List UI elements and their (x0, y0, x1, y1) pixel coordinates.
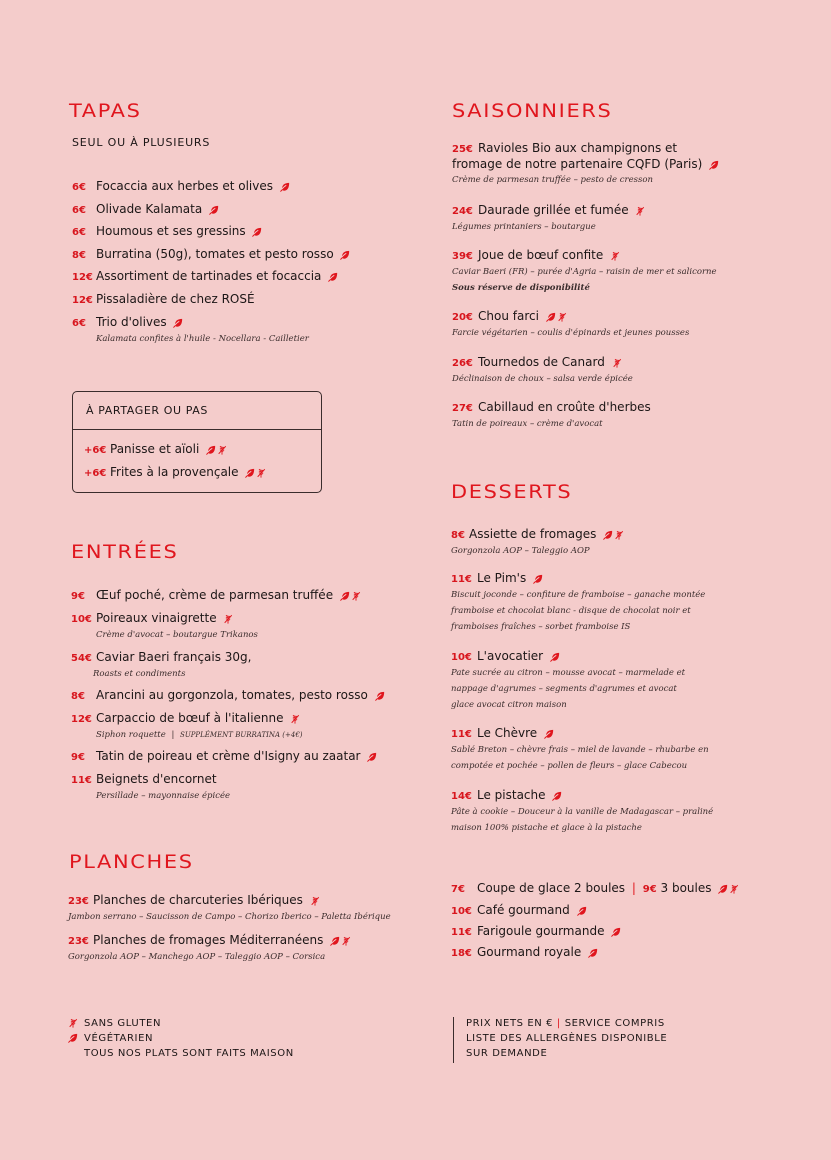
planches-section (69, 851, 194, 873)
item-price: 11€ (71, 775, 92, 786)
item-name: Tatin de poireau et crème d'Isigny au zaatar (96, 749, 361, 763)
wheat-crossed-icon (351, 591, 361, 601)
separator: | (556, 1018, 561, 1029)
leaf-icon (550, 652, 560, 662)
item-name: Ravioles Bio aux champignons et (478, 141, 678, 155)
wheat-crossed-icon (256, 468, 266, 478)
item-description: Gorgonzola AOP – Manchego AOP – Taleggio AOP – Corsica (68, 952, 326, 962)
leaf-icon (280, 182, 290, 192)
menu-item (452, 355, 633, 387)
wheat-crossed-icon (310, 896, 320, 906)
supplement-text: SUPPLÉMENT BURRATINA (+4€) (180, 731, 303, 739)
menu-item (71, 711, 303, 743)
menu-item (71, 749, 377, 765)
legend-gluten-label: SANS GLUTEN (84, 1018, 162, 1029)
leaf-icon (328, 272, 338, 282)
item-name: Olivade Kalamata (96, 202, 203, 216)
legend-veg (68, 1031, 294, 1046)
menu-item (68, 893, 391, 925)
menu-item (71, 588, 361, 604)
menu-item (452, 309, 689, 341)
item-name: Pissaladière de chez ROSÉ (96, 292, 255, 306)
item-price: 8€ (451, 530, 465, 541)
item-description: Tatin de poireaux – crème d'avocat (452, 419, 603, 429)
menu-item (451, 903, 587, 919)
item-name: Houmous et ses gressins (96, 224, 246, 238)
item-price: 9€ (71, 752, 85, 763)
sharing-title: À PARTAGER OU PAS (73, 392, 321, 430)
menu-item (68, 933, 351, 965)
item-price: 11€ (451, 729, 472, 740)
item-availability-note: Sous réserve de disponibilité (452, 283, 590, 293)
menu-item (72, 202, 219, 218)
item-price: 10€ (451, 652, 472, 663)
item-description: Persillade – mayonnaise épicée (96, 791, 231, 801)
menu-item (72, 224, 262, 240)
menu-item (452, 203, 645, 235)
leaf-icon (330, 936, 340, 946)
item-description: Caviar Baeri (FR) – purée d'Agria – raisin de mer et salicorne (452, 267, 717, 277)
item-name: Arancini au gorgonzola, tomates, pesto rosso (96, 688, 368, 702)
leaf-icon (252, 227, 262, 237)
item-name: Tournedos de Canard (478, 355, 605, 369)
item-price: 10€ (451, 906, 472, 917)
item-name: Assiette de fromages (469, 527, 597, 541)
leaf-icon (375, 691, 385, 701)
item-price: 6€ (72, 318, 86, 329)
item-name: Cabillaud en croûte d'herbes (478, 400, 651, 414)
wheat-crossed-icon (557, 312, 567, 322)
item-price: 12€ (72, 295, 93, 306)
wheat-crossed-icon (612, 358, 622, 368)
planches-title: PLANCHES (69, 851, 194, 873)
menu-item (72, 179, 290, 195)
item-name: Daurade grillée et fumée (478, 203, 629, 217)
tapas-subtitle: SEUL OU À PLUSIEURS (72, 136, 211, 149)
item-price: 9€ (71, 591, 85, 602)
item-name: Assortiment de tartinades et focaccia (96, 269, 322, 283)
leaf-icon (206, 445, 216, 455)
item-name: Café gourmand (477, 903, 570, 917)
item-name-2: 3 boules (660, 881, 712, 895)
entrees-title: ENTRÉES (71, 541, 179, 563)
item-description: Farcie végétarien – coulis d'épinards et jeunes pousses (452, 328, 690, 338)
separator: | (171, 730, 175, 740)
item-description-line2: maison 100% pistache et glace à la pistache (451, 823, 642, 833)
item-description: Gorgonzola AOP – Taleggio AOP (451, 546, 590, 556)
item-description-line2: framboise et chocolat blanc - disque de chocolat noir et (451, 606, 691, 616)
item-price: 54€ (71, 653, 92, 664)
item-name: Coupe de glace 2 boules (477, 881, 626, 895)
menu-item (84, 442, 227, 458)
item-price: 10€ (71, 614, 92, 625)
item-name: Trio d'olives (96, 315, 167, 329)
separator: | (631, 881, 636, 895)
item-price: 8€ (72, 250, 86, 261)
menu-item (451, 924, 621, 940)
info-service: SERVICE COMPRIS (564, 1018, 665, 1029)
menu-item (451, 881, 739, 897)
item-name: Frites à la provençale (110, 465, 239, 479)
item-price: 27€ (452, 403, 473, 414)
item-price: 6€ (72, 227, 86, 238)
leaf-icon (340, 250, 350, 260)
menu-item (72, 315, 309, 347)
item-price: +6€ (84, 445, 107, 456)
item-name: Carpaccio de bœuf à l'italienne (96, 711, 284, 725)
item-price: 14€ (451, 791, 472, 802)
wheat-crossed-icon (729, 884, 739, 894)
item-price: 20€ (452, 312, 473, 323)
leaf-icon (173, 318, 183, 328)
item-price: 12€ (71, 714, 92, 725)
leaf-icon (709, 160, 719, 170)
menu-item (451, 788, 713, 836)
item-price: 8€ (71, 691, 85, 702)
item-description: Kalamata confites à l'huile - Nocellara - Cailletier (96, 334, 309, 344)
menu-item (451, 945, 598, 961)
item-price: 23€ (68, 896, 89, 907)
item-description: Crème d'avocat – boutargue Trikanos (96, 630, 258, 640)
legend-gluten (68, 1016, 294, 1031)
info-line-2: LISTE DES ALLERGÈNES DISPONIBLE (466, 1033, 668, 1044)
desserts-title: DESSERTS (451, 481, 573, 503)
menu-item (451, 571, 705, 635)
tapas-title: TAPAS (69, 100, 142, 122)
item-description: Pate sucrée au citron – mousse avocat – marmelade et (451, 668, 686, 678)
menu-item (72, 269, 338, 285)
item-price: 12€ (72, 272, 93, 283)
item-name: Planches de charcuteries Ibériques (93, 893, 303, 907)
menu-item (451, 527, 624, 559)
item-price: 26€ (452, 358, 473, 369)
entrees-section (71, 541, 179, 563)
wheat-crossed-icon (290, 714, 300, 724)
item-price-2: 9€ (642, 884, 657, 895)
leaf-icon (546, 312, 556, 322)
legend-veg-label: VÉGÉTARIEN (84, 1033, 154, 1044)
item-description-line2: compotée et pochée – pollen de fleurs – glace Cabecou (451, 761, 688, 771)
item-description: Crème de parmesan truffée – pesto de cresson (452, 175, 653, 185)
item-description: Déclinaison de choux – salsa verde épicée (452, 374, 633, 384)
item-description: Pâte à cookie – Douceur à la vanille de Madagascar – praliné (451, 807, 714, 817)
legend (68, 1016, 294, 1061)
item-name: Joue de bœuf confite (478, 248, 604, 262)
item-name: Le Chèvre (477, 726, 538, 740)
leaf-icon (533, 574, 543, 584)
item-name: Burratina (50g), tomates et pesto rosso (96, 247, 334, 261)
wheat-crossed-icon (610, 251, 620, 261)
leaf-icon (245, 468, 255, 478)
leaf-icon (209, 205, 219, 215)
item-name: Le pistache (477, 788, 546, 802)
wheat-crossed-icon (635, 206, 645, 216)
leaf-icon (718, 884, 728, 894)
item-description-line3: framboises fraîches – sorbet framboise IS (451, 622, 631, 632)
item-name: Le Pim's (477, 571, 527, 585)
desserts-section (451, 481, 573, 503)
tapas-section (69, 100, 399, 149)
leaf-icon (577, 906, 587, 916)
menu-item (71, 650, 252, 682)
item-description-line2: nappage d'agrumes – segments d'agrumes et avocat (451, 684, 677, 694)
item-description: Biscuit joconde – confiture de framboise – ganache montée (451, 590, 706, 600)
menu-item (72, 292, 255, 308)
item-name: Caviar Baeri français 30g, (96, 650, 252, 664)
item-name: Œuf poché, crème de parmesan truffée (96, 588, 334, 602)
menu-item (452, 400, 651, 432)
menu-item (451, 649, 685, 713)
leaf-icon (552, 791, 562, 801)
wheat-crossed-icon (223, 614, 233, 624)
item-name: Planches de fromages Méditerranéens (93, 933, 324, 947)
item-name: Beignets d'encornet (96, 772, 217, 786)
info-prices: PRIX NETS EN € (466, 1018, 554, 1029)
item-description: Roasts et condiments (93, 669, 186, 679)
saisonniers-title: SAISONNIERS (452, 100, 613, 122)
item-price: 11€ (451, 574, 472, 585)
menu-item (451, 726, 709, 774)
item-description (96, 727, 303, 743)
item-name: Panisse et aïoli (110, 442, 200, 456)
legend-maison: TOUS NOS PLATS SONT FAITS MAISON (84, 1048, 294, 1059)
item-price: 39€ (452, 251, 473, 262)
menu-item (71, 772, 230, 804)
wheat-crossed-icon (217, 445, 227, 455)
menu-item (71, 611, 258, 643)
item-description: Jambon serrano – Saucisson de Campo – Chorizo Iberico – Paletta Ibérique (68, 912, 391, 922)
item-price: 11€ (451, 927, 472, 938)
sharing-box (72, 391, 322, 493)
leaf-icon (603, 530, 613, 540)
menu-item (84, 465, 266, 481)
footer-divider (453, 1017, 454, 1063)
menu-item (71, 688, 385, 704)
leaf-icon (588, 948, 598, 958)
item-price: 7€ (451, 884, 465, 895)
item-name: L'avocatier (477, 649, 544, 663)
leaf-icon (611, 927, 621, 937)
info-line-1 (466, 1016, 667, 1031)
item-name: Poireaux vinaigrette (96, 611, 217, 625)
item-description-text: Siphon roquette (96, 730, 166, 740)
info-block (466, 1016, 667, 1061)
item-name-line2: fromage de notre partenaire CQFD (Paris) (452, 157, 703, 171)
item-name: Farigoule gourmande (477, 924, 605, 938)
item-price: 23€ (68, 936, 89, 947)
item-price: 25€ (452, 144, 473, 155)
wheat-crossed-icon (614, 530, 624, 540)
info-line-3: SUR DEMANDE (466, 1048, 548, 1059)
item-name: Chou farci (478, 309, 539, 323)
item-price: +6€ (84, 468, 107, 479)
item-description: Sablé Breton – chèvre frais – miel de lavande – rhubarbe en (451, 745, 709, 755)
wheat-crossed-icon (68, 1018, 78, 1028)
leaf-icon (544, 729, 554, 739)
menu-item (72, 247, 350, 263)
menu-item (452, 248, 717, 296)
item-price: 24€ (452, 206, 473, 217)
item-price: 18€ (451, 948, 472, 959)
item-name: Gourmand royale (477, 945, 582, 959)
leaf-icon (68, 1033, 78, 1043)
wheat-crossed-icon (341, 936, 351, 946)
saisonniers-section (452, 100, 613, 122)
item-description-line3: glace avocat citron maison (451, 700, 567, 710)
item-price: 6€ (72, 205, 86, 216)
leaf-icon (340, 591, 350, 601)
item-price: 6€ (72, 182, 86, 193)
item-description: Légumes printaniers – boutargue (452, 222, 596, 232)
leaf-icon (367, 752, 377, 762)
item-name: Focaccia aux herbes et olives (96, 179, 273, 193)
menu-item (452, 141, 772, 188)
